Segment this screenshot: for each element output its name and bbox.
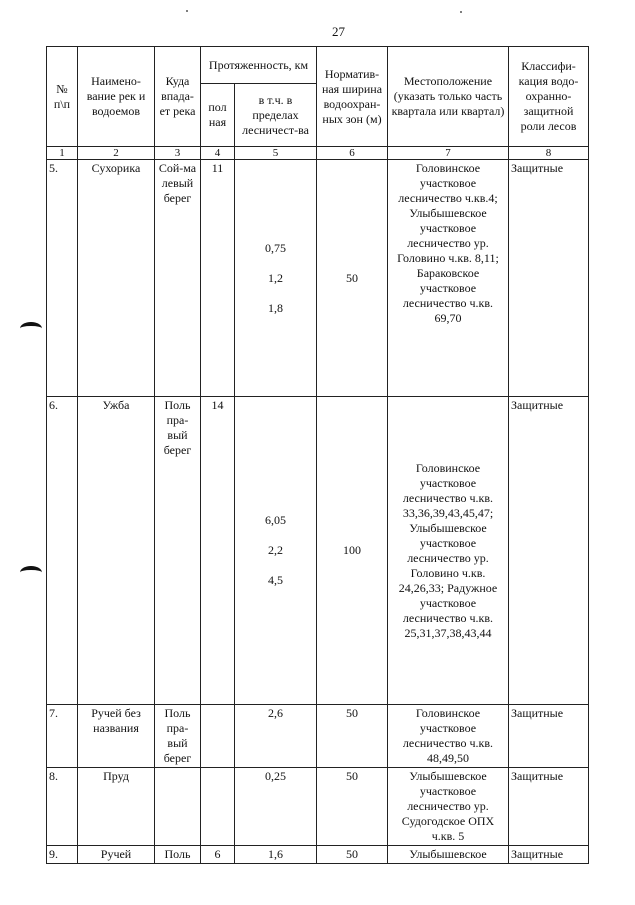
scan-speck [460, 11, 462, 13]
row-number: 5. [47, 160, 78, 397]
zone-width: 100 [317, 397, 388, 705]
header-location: Местоположение (указать только часть квартала или квартал) [388, 47, 509, 147]
location: Улыбышевское участковое лесничество ур. Судогодское ОПХ ч.кв. 5 [388, 768, 509, 846]
length-total: 14 [201, 397, 235, 705]
scan-speck [186, 10, 188, 12]
location: Улыбышевское [388, 846, 509, 864]
flows-into: Поль пра-вый берег [155, 397, 201, 705]
zone-width: 50 [317, 846, 388, 864]
classification: Защитные [509, 846, 589, 864]
table-row [47, 160, 589, 397]
row-number: 6. [47, 397, 78, 705]
length-total: 11 [201, 160, 235, 397]
length-value: 6,05 [265, 513, 286, 527]
table-row [47, 768, 589, 846]
water-bodies-table [46, 46, 589, 864]
location: Головинское участковое лесничество ч.кв.4; Улыбышевское участковое лесничество ур. Головино ч.кв. 8,11; Бараковское участковое лесничество ч.кв. 69,70 [388, 160, 509, 397]
table-row [47, 397, 589, 705]
header-flows-into: Куда впада-ет река [155, 47, 201, 147]
column-number: 3 [155, 147, 201, 160]
binder-hole-mark [20, 322, 42, 335]
header-zone-width: Норматив-ная ширина водоохран-ных зон (м) [317, 47, 388, 147]
length-total [201, 705, 235, 768]
page-number: 27 [332, 24, 345, 39]
header-length-total: пол ная [201, 84, 235, 147]
row-number: 9. [47, 846, 78, 864]
length-value: 2,2 [268, 543, 283, 557]
flows-into: Поль пра-вый берег [155, 705, 201, 768]
flows-into: Поль [155, 846, 201, 864]
water-body-name: Сухорика [78, 160, 155, 397]
location: Головинское участковое лесничество ч.кв. 48,49,50 [388, 705, 509, 768]
water-body-name: Ручей [78, 846, 155, 864]
location: Головинское участковое лесничество ч.кв. 33,36,39,43,45,47; Улыбышевское участковое лесничество ур. Головино ч.кв. 24,26,33; Радужное участковое лесничество ч.кв. 25,31,37,38,43,44 [388, 397, 509, 705]
flows-into: Сой-ма левый берег [155, 160, 201, 397]
length-forestry [235, 160, 317, 397]
length-value: 0,75 [265, 240, 286, 255]
length-forestry: 0,25 [235, 768, 317, 846]
classification: Защитные [509, 160, 589, 397]
column-number: 4 [201, 147, 235, 160]
length-forestry: 2,6 [235, 705, 317, 768]
length-value: 1,2 [268, 270, 283, 285]
classification: Защитные [509, 768, 589, 846]
row-number: 7. [47, 705, 78, 768]
length-value: 4,5 [268, 573, 283, 587]
header-number: № п\п [47, 47, 78, 147]
zone-width: 50 [317, 768, 388, 846]
length-forestry [235, 397, 317, 705]
water-body-name: Ужба [78, 397, 155, 705]
table-row [47, 705, 589, 768]
length-forestry: 1,6 [235, 846, 317, 864]
flows-into [155, 768, 201, 846]
column-number: 6 [317, 147, 388, 160]
water-body-name: Пруд [78, 768, 155, 846]
column-number: 7 [388, 147, 509, 160]
row-number: 8. [47, 768, 78, 846]
length-total [201, 768, 235, 846]
classification: Защитные [509, 705, 589, 768]
length-value: 1,8 [268, 300, 283, 315]
table-row [47, 846, 589, 864]
header-length: Протяженность, км [201, 47, 317, 84]
water-body-name: Ручей без названия [78, 705, 155, 768]
zone-width: 50 [317, 160, 388, 397]
header-length-forestry: в т.ч. в пределах лесничест-ва [235, 84, 317, 147]
header-classification: Классифи-кация водо-охранно-защитной роли лесов [509, 47, 589, 147]
column-number: 1 [47, 147, 78, 160]
classification: Защитные [509, 397, 589, 705]
length-total: 6 [201, 846, 235, 864]
column-number: 5 [235, 147, 317, 160]
binder-hole-mark [20, 566, 42, 579]
header-name: Наимено-вание рек и водоемов [78, 47, 155, 147]
column-number: 8 [509, 147, 589, 160]
column-number: 2 [78, 147, 155, 160]
zone-width: 50 [317, 705, 388, 768]
